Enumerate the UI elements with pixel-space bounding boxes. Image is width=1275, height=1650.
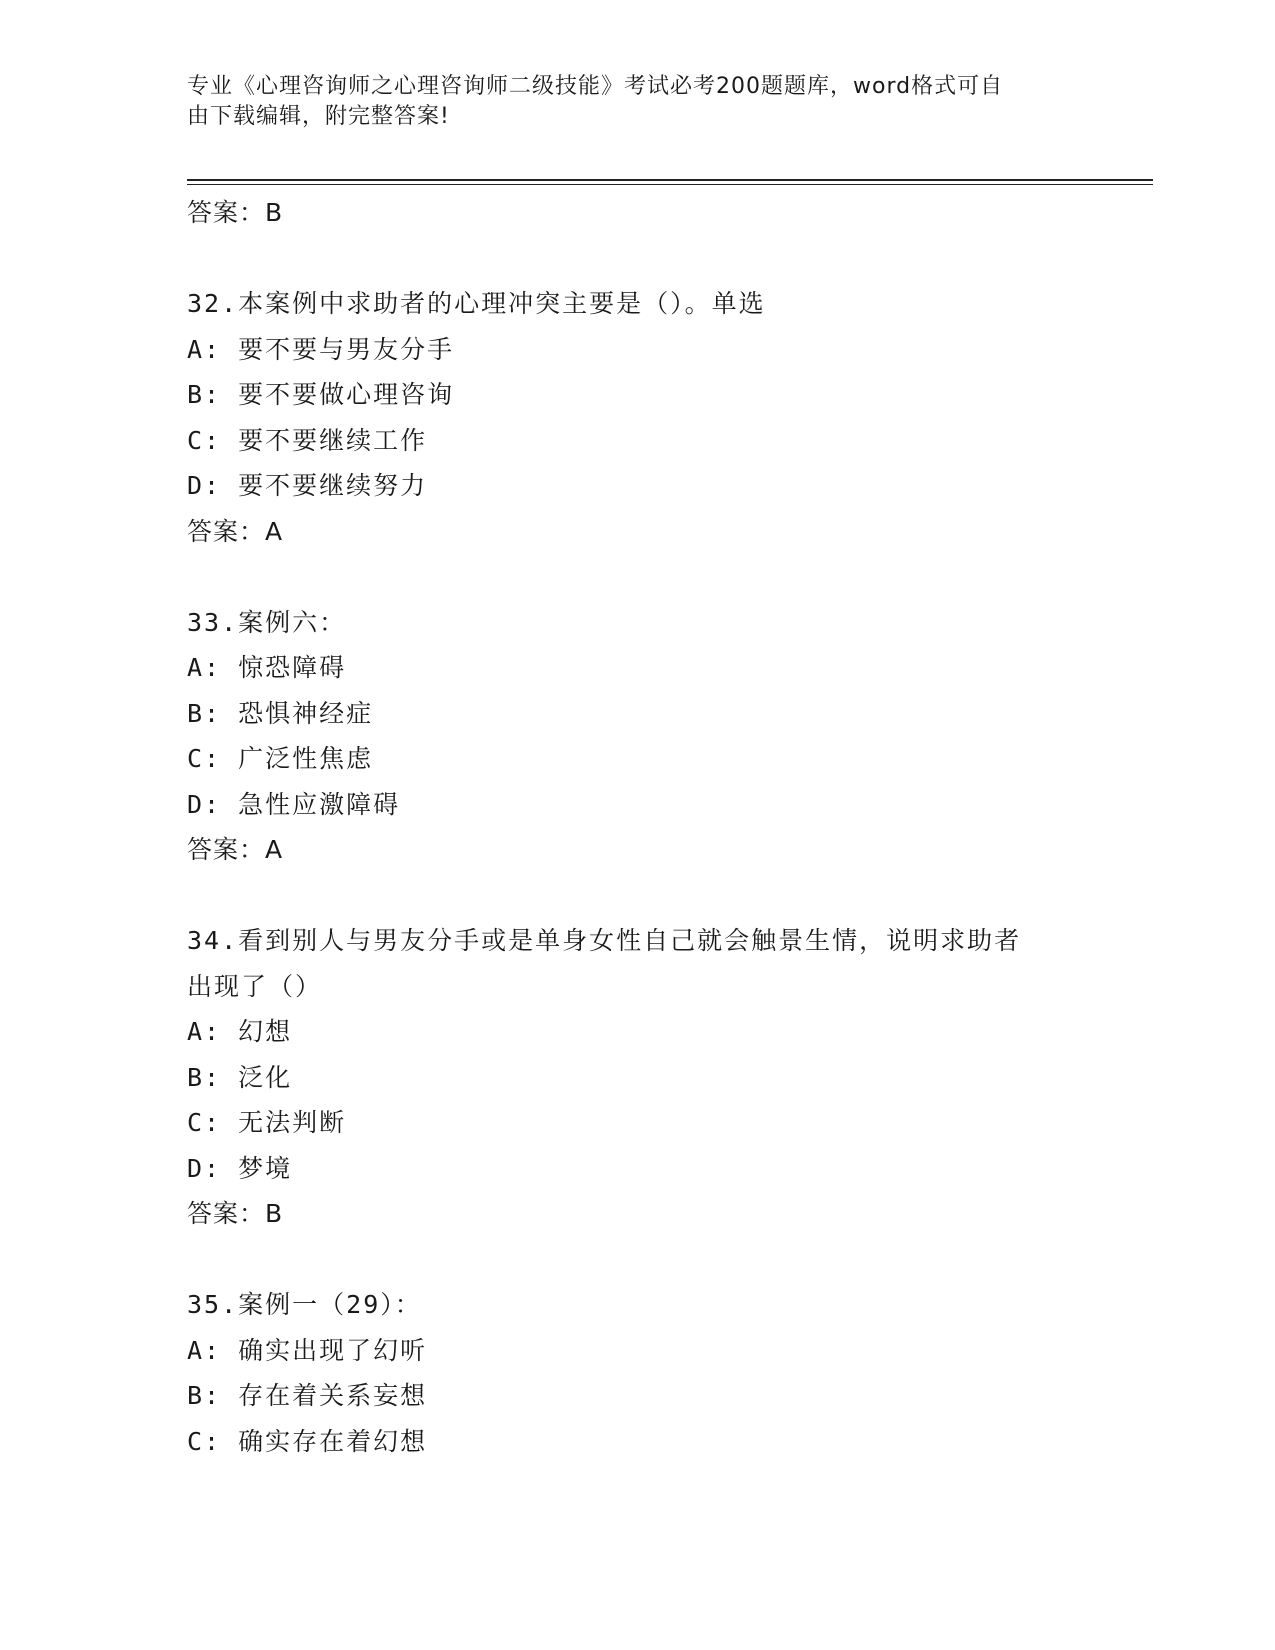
option-a: A: 确实出现了幻听 [187, 1335, 428, 1365]
option-a: A: 幻想 [187, 1017, 293, 1046]
question-33 [187, 600, 1087, 873]
answer-line: 答案：B [187, 1199, 284, 1228]
answer-line: 答案：B [187, 198, 284, 227]
question-35 [187, 1282, 1087, 1464]
option-d: D: 要不要继续努力 [187, 471, 428, 500]
option-c: C: 确实存在着幻想 [187, 1426, 428, 1456]
document-header [187, 72, 1087, 132]
spacer [187, 1237, 1087, 1283]
question-32 [187, 281, 1087, 554]
question-stem: 33.案例六： [187, 607, 347, 637]
answer-line: 答案：A [187, 516, 284, 546]
question-stem: 35.案例一（29）： [187, 1290, 422, 1319]
question-stem: 34.看到别人与男友分手或是单身女性自己就会触景生情，说明求助者 [187, 926, 1022, 955]
option-b: B: 泛化 [187, 1062, 293, 1092]
option-a: A: 要不要与男友分手 [187, 334, 455, 364]
option-a: A: 惊恐障碍 [187, 653, 347, 682]
spacer [187, 236, 1087, 282]
option-b: B: 存在着关系妄想 [187, 1381, 428, 1410]
option-d: D: 急性应激障碍 [187, 789, 401, 819]
option-d: D: 梦境 [187, 1153, 293, 1183]
option-c: C: 广泛性焦虑 [187, 744, 374, 773]
header-line-1: 专业《心理咨询师之心理咨询师二级技能》考试必考200题题库，word格式可自 [187, 74, 1004, 99]
header-line-2: 由下载编辑，附完整答案! [187, 104, 450, 129]
header-divider-thin [187, 184, 1153, 185]
question-list [187, 190, 1087, 1464]
option-c: C: 要不要继续工作 [187, 425, 428, 455]
option-b: B: 恐惧神经症 [187, 698, 374, 728]
spacer [187, 873, 1087, 919]
option-c: C: 无法判断 [187, 1108, 347, 1137]
option-b: B: 要不要做心理咨询 [187, 380, 455, 409]
question-stem-continued: 出现了（） [187, 971, 323, 1001]
answer-line: 答案：A [187, 835, 284, 864]
question-34 [187, 918, 1087, 1237]
question-stem: 32.本案例中求助者的心理冲突主要是（）。单选 [187, 289, 766, 318]
spacer [187, 554, 1087, 600]
header-divider-thick [187, 179, 1153, 181]
